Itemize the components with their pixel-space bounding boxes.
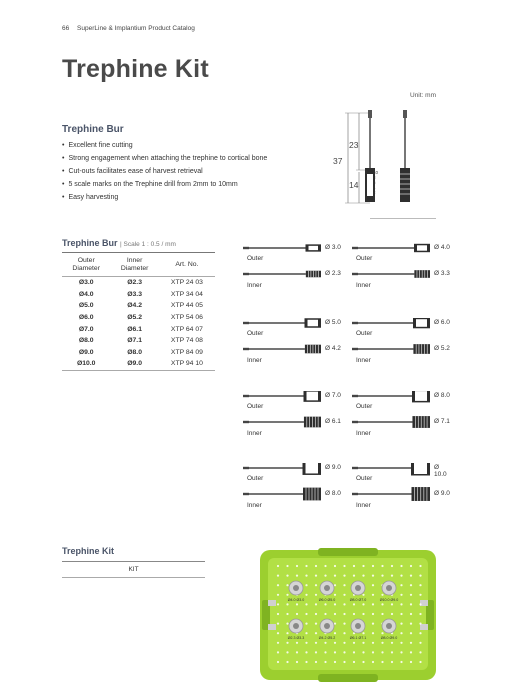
table-row bbox=[62, 335, 215, 347]
bur-pair bbox=[352, 391, 452, 441]
outer-diameter-label: Ø 4.0 bbox=[434, 244, 450, 251]
table-cell-inner: Ø2.3 bbox=[127, 279, 142, 287]
table-cell-outer: Ø8.0 bbox=[78, 337, 94, 345]
scale-marks: 10 8 6 4 2 bbox=[373, 170, 379, 195]
kit-slot-label: Ø6.0 Ø5.0 bbox=[318, 598, 336, 602]
outer-diameter-label: Ø 10.0 bbox=[434, 464, 447, 478]
kit-slot bbox=[350, 619, 367, 640]
table-row bbox=[62, 323, 215, 335]
inner-diameter-label: Ø 8.0 bbox=[325, 490, 341, 497]
outer-diameter-label: Ø 5.0 bbox=[325, 319, 341, 326]
bur-pair bbox=[352, 463, 452, 513]
bur-pair bbox=[352, 318, 452, 368]
inner-label: Inner bbox=[247, 357, 262, 364]
kit-slot-label: Ø8.0 Ø7.0 bbox=[349, 598, 367, 602]
inner-diameter-label: Ø 2.3 bbox=[325, 270, 341, 277]
unit-label: Unit: mm bbox=[410, 92, 436, 99]
bur-pair bbox=[243, 391, 343, 441]
catalog-name: SuperLine & Implantium Product Catalog bbox=[77, 25, 195, 32]
table-cell-inner: Ø3.3 bbox=[127, 290, 142, 298]
outer-diameter-label: Ø 3.0 bbox=[325, 244, 341, 251]
outer-label: Outer bbox=[247, 475, 264, 482]
bur-pair bbox=[243, 243, 343, 293]
page-number: 66 bbox=[62, 25, 70, 32]
bur-dimension-drawing bbox=[340, 108, 430, 208]
table-cell-outer: Ø5.0 bbox=[78, 302, 94, 310]
table-cell-outer: Ø7.0 bbox=[78, 325, 94, 333]
kit-slot bbox=[288, 619, 305, 640]
table-cell-inner: Ø5.2 bbox=[127, 314, 142, 322]
outer-label: Outer bbox=[356, 330, 373, 337]
inner-diameter-label: Ø 3.3 bbox=[434, 270, 450, 277]
page-title: Trephine Kit bbox=[62, 55, 209, 83]
col-inner: Inner Diameter bbox=[110, 253, 158, 277]
outer-label: Outer bbox=[247, 403, 264, 410]
table-cell-outer: Ø6.0 bbox=[78, 314, 94, 322]
kit-slot bbox=[319, 581, 336, 602]
outer-label: Outer bbox=[356, 475, 373, 482]
outer-diameter-label: Ø 9.0 bbox=[325, 464, 341, 471]
table-cell-art: XTP 64 07 bbox=[170, 325, 203, 333]
inner-label: Inner bbox=[356, 282, 371, 289]
inner-label: Inner bbox=[247, 282, 262, 289]
inner-label: Inner bbox=[356, 357, 371, 364]
page-header bbox=[62, 25, 195, 32]
feature-item: • 5 scale marks on the Trephine drill from 2mm to 10mm bbox=[62, 178, 267, 191]
table-cell-outer: Ø9.0 bbox=[78, 348, 94, 356]
inner-diameter-label: Ø 7.1 bbox=[434, 418, 450, 425]
table-cell-art: XTP 44 05 bbox=[170, 302, 203, 310]
outer-label: Outer bbox=[247, 255, 264, 262]
table-row bbox=[62, 347, 215, 359]
table-cell-art: XTP 54 06 bbox=[170, 314, 203, 322]
kit-slot bbox=[319, 619, 336, 640]
kit-slot-label: Ø4.2 Ø5.2 bbox=[318, 636, 336, 640]
col-art: Art. No. bbox=[159, 253, 215, 277]
table-row bbox=[62, 289, 215, 301]
feature-item: • Excellent fine cutting bbox=[62, 139, 267, 152]
table-cell-art: XTP 24 03 bbox=[170, 279, 203, 287]
outer-label: Outer bbox=[356, 255, 373, 262]
inner-diameter-label: Ø 6.1 bbox=[325, 418, 341, 425]
dim-bottom: 14 bbox=[349, 180, 359, 190]
inner-label: Inner bbox=[247, 430, 262, 437]
col-outer: Outer Diameter bbox=[62, 253, 110, 277]
inner-diameter-label: Ø 9.0 bbox=[434, 490, 450, 497]
bur-table bbox=[62, 252, 215, 371]
kit-slot-label: Ø4.0 Ø3.0 bbox=[287, 598, 305, 602]
inner-label: Inner bbox=[356, 502, 371, 509]
inner-label: Inner bbox=[247, 502, 262, 509]
table-cell-art: XTP 74 08 bbox=[170, 337, 203, 345]
feature-item: • Strong engagement when attaching the trephine to cortical bone bbox=[62, 152, 267, 165]
table-scale: Scale 1 : 0.5 / mm bbox=[123, 241, 176, 248]
kit-slot-label: Ø8.0 Ø9.0 bbox=[380, 636, 398, 640]
feature-item: • Easy harvesting bbox=[62, 191, 267, 204]
outer-label: Outer bbox=[356, 403, 373, 410]
table-cell-inner: Ø4.2 bbox=[127, 302, 142, 310]
bur-pair bbox=[352, 243, 452, 293]
divider bbox=[370, 218, 436, 219]
divider bbox=[62, 561, 205, 562]
dim-total: 37 bbox=[333, 156, 343, 166]
kit-slot-label: Ø10.0 Ø9.0 bbox=[379, 598, 399, 602]
bur-pair bbox=[243, 463, 343, 513]
inner-diameter-label: Ø 5.2 bbox=[434, 345, 450, 352]
table-title: Trephine Bur | Scale 1 : 0.5 / mm bbox=[62, 238, 176, 248]
table-cell-outer: Ø4.0 bbox=[78, 290, 94, 298]
table-row bbox=[62, 358, 215, 370]
kit-slot-label: Ø2.3 Ø3.3 bbox=[287, 636, 305, 640]
kit-tray-image bbox=[258, 548, 438, 682]
outer-diameter-label: Ø 6.0 bbox=[434, 319, 450, 326]
table-cell-inner: Ø7.1 bbox=[127, 337, 142, 345]
table-cell-art: XTP 94 10 bbox=[159, 358, 215, 370]
table-row bbox=[62, 312, 215, 324]
dim-top: 23 bbox=[349, 140, 359, 150]
table-cell-inner: Ø8.0 bbox=[127, 348, 142, 356]
kit-value: KIT bbox=[128, 566, 139, 573]
table-cell-outer: Ø10.0 bbox=[62, 358, 110, 370]
feature-item: • Cut-outs facilitates ease of harvest retrieval bbox=[62, 165, 267, 178]
bur-pair bbox=[243, 318, 343, 368]
kit-heading: Trephine Kit bbox=[62, 546, 115, 556]
inner-label: Inner bbox=[356, 430, 371, 437]
kit-slot bbox=[288, 581, 305, 602]
kit-slot-label: Ø6.1 Ø7.1 bbox=[349, 636, 367, 640]
table-cell-art: XTP 34 04 bbox=[170, 290, 203, 298]
table-cell-inner: Ø6.1 bbox=[127, 325, 142, 333]
table-row bbox=[62, 277, 215, 289]
bur-heading: Trephine Bur bbox=[62, 124, 124, 135]
feature-list bbox=[62, 139, 267, 204]
table-cell-outer: Ø3.0 bbox=[78, 279, 94, 287]
kit-slot bbox=[350, 581, 367, 602]
table-cell-art: XTP 84 09 bbox=[170, 348, 203, 356]
table-row bbox=[62, 300, 215, 312]
table-header-row bbox=[62, 253, 215, 277]
inner-diameter-label: Ø 4.2 bbox=[325, 345, 341, 352]
kit-slot bbox=[381, 619, 398, 640]
divider bbox=[62, 577, 205, 578]
outer-label: Outer bbox=[247, 330, 264, 337]
table-cell-inner: Ø9.0 bbox=[110, 358, 158, 370]
outer-diameter-label: Ø 7.0 bbox=[325, 392, 341, 399]
outer-diameter-label: Ø 8.0 bbox=[434, 392, 450, 399]
